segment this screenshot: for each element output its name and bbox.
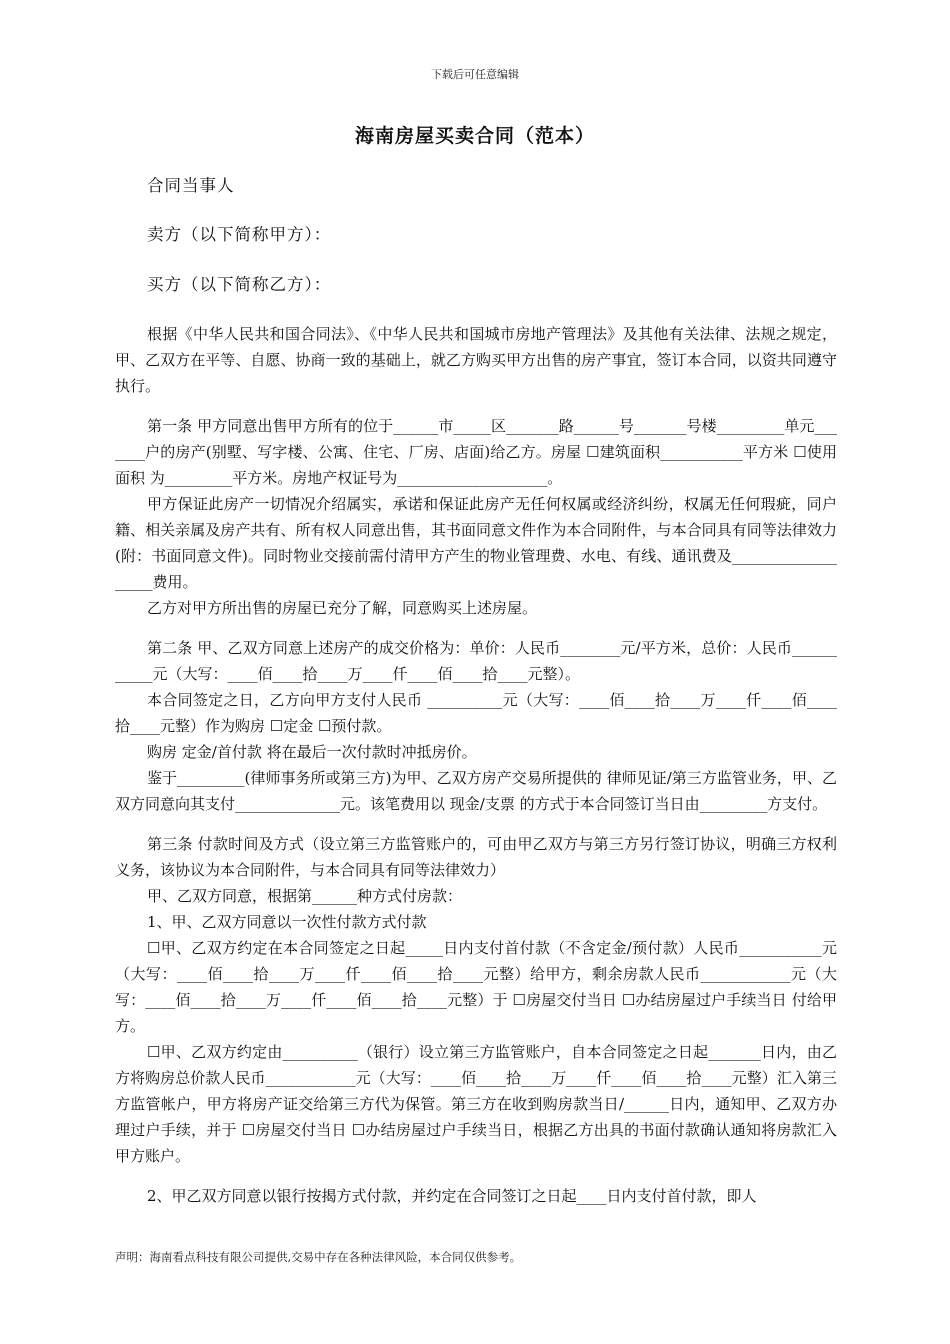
contract-title: 海南房屋买卖合同（范本） (354, 125, 595, 147)
seller-guarantee-paragraph: 甲方保证此房产一切情况介绍属实，承诺和保证此房产无任何权属或经济纠纷，权属无任何瑕疵，同户籍、相关亲属及房产共有、所有权人同意出售，其书面同意文件作为本合同附件，与本合同具有同等法律效力(附：书面同意文件)。同时物业交接前需付清甲方产生的物业管理费、水电、有线、通讯费及___________________费用。 (115, 495, 837, 591)
deposit-offset-paragraph: 购房 定金/首付款 将在最后一次付款时冲抵房价。 (147, 743, 477, 761)
lump-sum-heading: 1、甲、乙双方同意以一次性付款方式付款 (147, 913, 427, 931)
disclaimer-footer: 声明：海南看点科技有限公司提供,交易中存在各种法律风险，本合同仅供参考。 (115, 1250, 522, 1264)
buyer-line: 买方（以下简称乙方）： (147, 275, 332, 294)
buyer-acknowledgement-paragraph: 乙方对甲方所出售的房屋已充分了解，同意购买上述房屋。 (147, 599, 538, 617)
article-2-paragraph: 第二条 甲、乙双方同意上述房产的成交价格为：单价：人民币________元/平方米，总价：人民币___________元（大写：____佰____拾____万____仟____佰____拾____元整）。 (115, 639, 837, 683)
article-1-paragraph: 第一条 甲方同意出售甲方所有的位于______市_____区_______路______号_______号楼_________单元_______户的房产(别墅、写字楼、公寓、住宅、厂房、店面)给乙方。房屋 ☐建筑面积___________平方米 ☐使用面积 为_________平方米。房地产权证号为____________________。 (115, 417, 837, 487)
payment-method-paragraph: 甲、乙双方同意，根据第______种方式付房款： (147, 887, 463, 905)
preamble-paragraph: 根据《中华人民共和国合同法》、《中华人民共和国城市房地产管理法》及其他有关法律、法规之规定，甲、乙双方在平等、自愿、协商一致的基础上，就乙方购买甲方出售的房产事宜，签订本合同，以资共同遵守执行。 (115, 325, 837, 395)
mortgage-paragraph: 2、甲乙双方同意以银行按揭方式付款，并约定在合同签订之日起____日内支付首付款，即人 (147, 1187, 757, 1205)
seller-line: 卖方（以下简称甲方）： (147, 225, 332, 244)
lump-sum-option-2: ☐甲、乙双方约定由__________（银行）设立第三方监管账户，自本合同签定之日起_______日内，由乙方将购房总价款人民币____________元（大写：____佰____拾____万____仟____佰____拾____元整）汇入第三方监管帐户，甲方将房产证交给第三方代为保管。第三方在收到购房款当日/______日内，通知甲、乙双方办理过户手续，并于 ☐房屋交付当日 ☐办结房屋过户手续当日，根据乙方出具的书面付款确认通知将房款汇入甲方账户。 (115, 1043, 837, 1165)
lump-sum-option-1: ☐甲、乙双方约定在本合同签定之日起_____日内支付首付款（不含定金/预付款）人民币___________元（大写：____佰____拾____万____仟____佰____拾____元整）给甲方，剩余房款人民币____________元（大写：____佰____拾____万____仟____佰____拾____元整）于 ☐房屋交付当日 ☐办结房屋过户手续当日 付给甲方。 (115, 939, 837, 1035)
article-3-paragraph: 第三条 付款时间及方式（设立第三方监管账户的，可由甲乙双方与第三方另行签订协议，明确三方权利义务，该协议为本合同附件，与本合同具有同等法律效力） (115, 835, 837, 879)
service-fee-paragraph: 鉴于_________(律师事务所或第三方)为甲、乙双方房产交易所提供的 律师见证/第三方监管业务，甲、乙双方同意向其支付______________元。该笔费用以 现金/支票 的方式于本合同签订当日由_________方支付。 (115, 769, 837, 813)
parties-heading: 合同当事人 (147, 176, 235, 195)
page-header: 下载后可任意编辑 (431, 68, 519, 81)
deposit-paragraph: 本合同签定之日，乙方向甲方支付人民币 __________元（大写：____佰____拾____万____仟____佰____拾____元整）作为购房 ☐定金 ☐预付款。 (115, 691, 837, 735)
contract-body (115, 321, 837, 1209)
